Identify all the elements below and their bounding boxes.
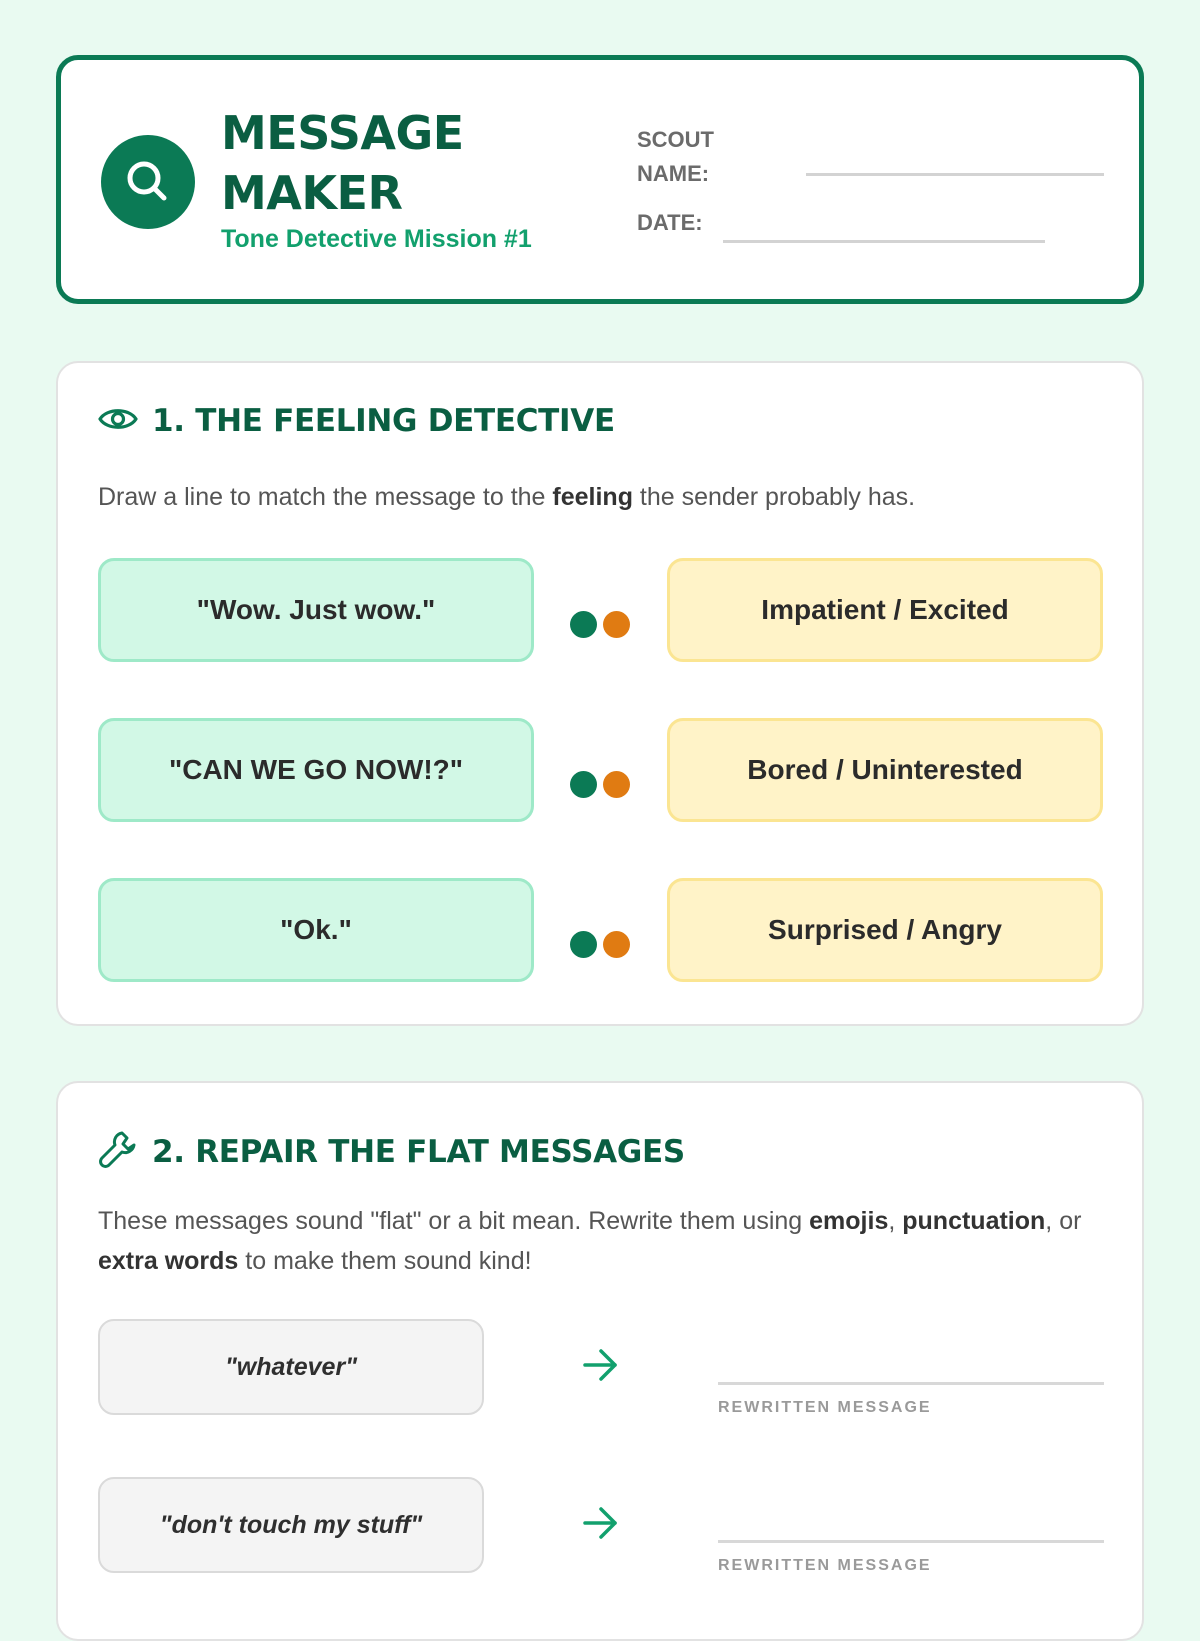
message-card: "Ok." [98, 878, 534, 982]
instructions-bold: feeling [552, 483, 633, 511]
message-card: "CAN WE GO NOW!?" [98, 718, 534, 822]
rewritten-message-label: REWRITTEN MESSAGE [718, 1557, 932, 1574]
feeling-connector-dot[interactable] [603, 931, 630, 958]
message-connector-dot[interactable] [570, 931, 597, 958]
message-connector-dot[interactable] [570, 771, 597, 798]
section-instructions [98, 477, 1098, 517]
instructions-text: , or [1045, 1207, 1082, 1235]
feeling-detective-section [56, 361, 1144, 1026]
instructions-text: These messages sound "flat" or a bit mean. Rewrite them using [98, 1207, 810, 1235]
instructions-text: Draw a line to match the message to the [98, 483, 553, 511]
feeling-card: Bored / Uninterested [667, 718, 1103, 822]
flat-message-card: "don't touch my stuff" [98, 1477, 484, 1573]
page-title [221, 103, 464, 223]
rewritten-message-label: REWRITTEN MESSAGE [718, 1399, 932, 1416]
feeling-card: Surprised / Angry [667, 878, 1103, 982]
section-heading [98, 1129, 685, 1174]
instructions-bold: punctuation [902, 1207, 1046, 1235]
scout-name-field[interactable] [806, 173, 1104, 176]
instructions-text: , [888, 1207, 903, 1235]
instructions-text: the sender probably has. [632, 483, 916, 511]
section-title: 1. THE FEELING DETECTIVE [152, 403, 615, 439]
scout-name-label: SCOUT NAME: [637, 127, 714, 186]
rewritten-message-field[interactable] [718, 1382, 1104, 1385]
repair-messages-section [56, 1081, 1144, 1641]
title-line-2: MAKER [221, 166, 403, 220]
feeling-card: Impatient / Excited [667, 558, 1103, 662]
rewritten-message-field[interactable] [718, 1540, 1104, 1543]
page-subtitle: Tone Detective Mission #1 [221, 225, 532, 253]
arrow-right-icon [581, 1345, 621, 1385]
message-card: "Wow. Just wow." [98, 558, 534, 662]
section-instructions [98, 1201, 1098, 1281]
instructions-bold: extra words [98, 1247, 239, 1275]
flat-message-card: "whatever" [98, 1319, 484, 1415]
date-field[interactable] [723, 240, 1045, 243]
instructions-text: to make them sound kind! [238, 1247, 532, 1275]
search-icon [101, 135, 195, 229]
feeling-connector-dot[interactable] [603, 611, 630, 638]
header-card [56, 55, 1144, 304]
section-title: 2. REPAIR THE FLAT MESSAGES [152, 1133, 685, 1170]
wrench-icon [98, 1129, 138, 1174]
title-line-1: MESSAGE [221, 106, 464, 160]
eye-icon [98, 404, 138, 439]
message-connector-dot[interactable] [570, 611, 597, 638]
instructions-bold: emojis [809, 1207, 889, 1235]
section-heading [98, 403, 615, 439]
date-label: DATE: [637, 210, 703, 235]
arrow-right-icon [581, 1503, 621, 1543]
feeling-connector-dot[interactable] [603, 771, 630, 798]
